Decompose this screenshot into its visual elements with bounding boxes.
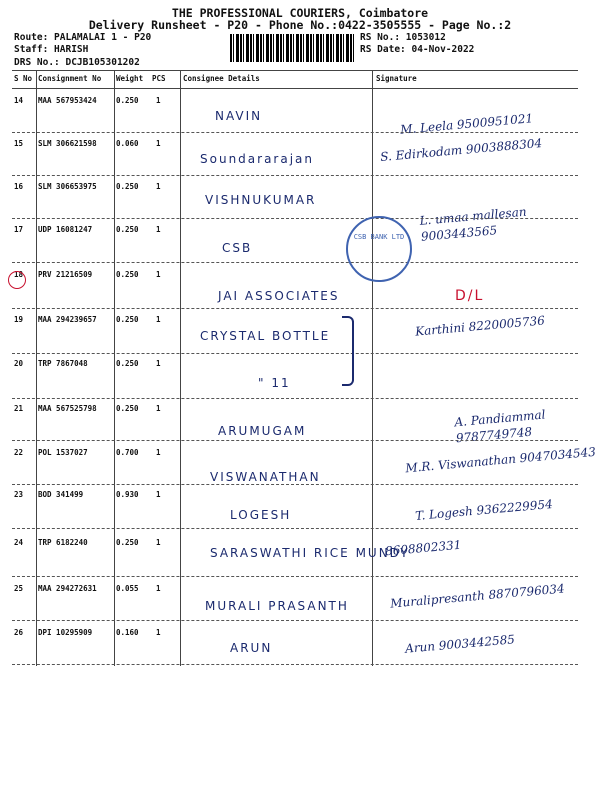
consignment-number: TRP 7867048 bbox=[38, 359, 88, 368]
weight-value: 0.930 bbox=[116, 490, 139, 499]
row-separator bbox=[12, 620, 578, 621]
consignment-number: POL 1537027 bbox=[38, 448, 88, 457]
weight-value: 0.250 bbox=[116, 538, 139, 547]
row-serial-number: 19 bbox=[14, 315, 24, 324]
weight-value: 0.250 bbox=[116, 182, 139, 191]
row-separator bbox=[12, 175, 578, 176]
row-separator bbox=[12, 308, 578, 309]
consignment-number: SLM 306653975 bbox=[38, 182, 97, 191]
pcs-value: 1 bbox=[156, 225, 161, 234]
row-separator bbox=[12, 440, 578, 441]
page-title: THE PROFESSIONAL COURIERS, Coimbatore bbox=[171, 6, 429, 20]
pcs-value: 1 bbox=[156, 359, 161, 368]
row-separator bbox=[12, 132, 578, 133]
consignment-number: TRP 6182240 bbox=[38, 538, 88, 547]
row-separator bbox=[12, 576, 578, 577]
column-header-weight: Weight bbox=[116, 74, 144, 83]
weight-value: 0.250 bbox=[116, 96, 139, 105]
recipient-signature: Arun 9003442585 bbox=[404, 632, 516, 656]
recipient-signature: Muralipresanth 8870796034 bbox=[389, 581, 566, 611]
barcode bbox=[230, 34, 354, 62]
consignee-name: " 11 bbox=[258, 376, 291, 390]
recipient-signature: M.R. Viswanathan 9047034543 bbox=[404, 444, 597, 476]
consignee-name: VISHNUKUMAR bbox=[205, 193, 317, 207]
weight-value: 0.700 bbox=[116, 448, 139, 457]
row-serial-number: 25 bbox=[14, 584, 24, 593]
recipient-signature: S. Edirkodam 9003888304 bbox=[379, 135, 543, 165]
rs-number: RS No.: 1053012 bbox=[360, 32, 446, 43]
consignee-name: VISWANATHAN bbox=[210, 470, 321, 484]
staff-label: Staff: HARISH bbox=[14, 44, 89, 55]
table-top-border bbox=[12, 70, 578, 71]
column-header-pcs: PCS bbox=[152, 74, 166, 83]
bank-stamp bbox=[346, 216, 412, 282]
weight-value: 0.250 bbox=[116, 404, 139, 413]
consignee-name: ARUN bbox=[230, 641, 273, 655]
pcs-value: 1 bbox=[156, 628, 161, 637]
row-serial-number: 14 bbox=[14, 96, 24, 105]
consignee-name: ARUMUGAM bbox=[218, 424, 307, 438]
consignment-number: MAA 567525798 bbox=[38, 404, 97, 413]
row-serial-number: 23 bbox=[14, 490, 24, 499]
row-serial-number: 21 bbox=[14, 404, 24, 413]
row-serial-number: 18 bbox=[14, 270, 24, 279]
consignee-name: JAI ASSOCIATES bbox=[218, 289, 340, 303]
weight-value: 0.060 bbox=[116, 139, 139, 148]
row-serial-number: 26 bbox=[14, 628, 24, 637]
consignment-number: BOD 341499 bbox=[38, 490, 84, 499]
row-serial-number: 22 bbox=[14, 448, 24, 457]
pcs-value: 1 bbox=[156, 404, 161, 413]
consignment-number: MAA 294272631 bbox=[38, 584, 97, 593]
weight-value: 0.250 bbox=[116, 359, 139, 368]
column-header-consignment: Consignment No bbox=[38, 74, 102, 83]
pcs-value: 1 bbox=[156, 270, 161, 279]
consignee-name: SARASWATHI RICE MUNDY bbox=[210, 546, 410, 560]
row-18-circle-mark bbox=[8, 271, 26, 289]
row-separator bbox=[12, 353, 578, 354]
pcs-value: 1 bbox=[156, 139, 161, 148]
row-separator bbox=[12, 528, 578, 529]
row-separator bbox=[12, 484, 578, 485]
delivery-remark: D/L bbox=[455, 288, 485, 304]
row-separator bbox=[12, 262, 578, 263]
recipient-signature: M. Leela 9500951021 bbox=[399, 111, 534, 137]
weight-value: 0.160 bbox=[116, 628, 139, 637]
bracket-mark bbox=[342, 316, 354, 386]
weight-value: 0.250 bbox=[116, 270, 139, 279]
row-serial-number: 20 bbox=[14, 359, 24, 368]
consignee-name: NAVIN bbox=[215, 109, 263, 123]
column-header-signature: Signature bbox=[376, 74, 417, 83]
row-serial-number: 15 bbox=[14, 139, 24, 148]
consignment-number: MAA 567953424 bbox=[38, 96, 97, 105]
pcs-value: 1 bbox=[156, 584, 161, 593]
recipient-signature: 8608802331 bbox=[384, 537, 462, 559]
weight-value: 0.250 bbox=[116, 315, 139, 324]
pcs-value: 1 bbox=[156, 96, 161, 105]
route-label: Route: PALAMALAI 1 - P20 bbox=[14, 32, 152, 43]
column-header-consignee: Consignee Details bbox=[183, 74, 260, 83]
consignment-number: MAA 294239657 bbox=[38, 315, 97, 324]
consignment-number: DPI 10295909 bbox=[38, 628, 93, 637]
rs-date: RS Date: 04-Nov-2022 bbox=[360, 44, 475, 55]
pcs-value: 1 bbox=[156, 182, 161, 191]
pcs-value: 1 bbox=[156, 538, 161, 547]
row-separator bbox=[12, 218, 578, 219]
column-header-sno: S No bbox=[14, 74, 33, 83]
row-serial-number: 16 bbox=[14, 182, 24, 191]
consignment-number: UDP 16081247 bbox=[38, 225, 93, 234]
recipient-signature: Karthini 8220005736 bbox=[414, 313, 546, 339]
row-separator bbox=[12, 398, 578, 399]
consignee-name: CRYSTAL BOTTLE bbox=[200, 329, 331, 343]
row-serial-number: 17 bbox=[14, 225, 24, 234]
row-separator bbox=[12, 664, 578, 665]
weight-value: 0.250 bbox=[116, 225, 139, 234]
consignee-name: Soundararajan bbox=[200, 152, 315, 166]
consignee-name: CSB bbox=[222, 241, 253, 255]
consignee-name: MURALI PRASANTH bbox=[205, 599, 349, 613]
consignment-number: PRV 21216509 bbox=[38, 270, 93, 279]
recipient-signature: T. Logesh 9362229954 bbox=[414, 497, 554, 523]
weight-value: 0.055 bbox=[116, 584, 139, 593]
recipient-signature: L. umaa mallesan 9003443565 bbox=[419, 204, 528, 244]
pcs-value: 1 bbox=[156, 448, 161, 457]
consignment-number: SLM 306621598 bbox=[38, 139, 97, 148]
recipient-signature: A. Pandiammal 9787749748 bbox=[453, 407, 546, 446]
consignee-name: LOGESH bbox=[230, 508, 292, 522]
pcs-value: 1 bbox=[156, 490, 161, 499]
stamp-text: CSB BANK LTD bbox=[353, 233, 405, 241]
drs-number: DRS No.: DCJB105301202 bbox=[14, 57, 140, 68]
page-subtitle: Delivery Runsheet - P20 - Phone No.:0422-3505555 - Page No.:2 bbox=[88, 18, 512, 32]
pcs-value: 1 bbox=[156, 315, 161, 324]
header-bottom-border bbox=[12, 88, 578, 89]
row-serial-number: 24 bbox=[14, 538, 24, 547]
